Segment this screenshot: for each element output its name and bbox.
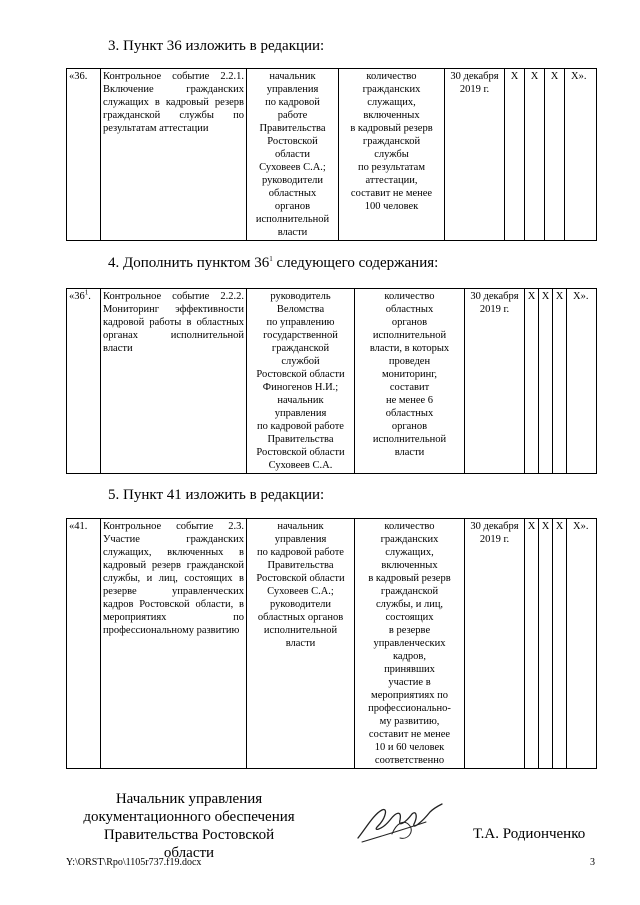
event-name: Контрольное событие 2.3. Участие гражданских служащих, включенных в кадровый резерв гражданской службы, и лиц, состоящих в резерве управленческих кадров Ростовской области, в мероприятиях по профессиональному развитию [101, 519, 247, 769]
heading-superscript: 1 [269, 255, 273, 263]
mark-cell-last: Х». [565, 69, 597, 241]
cell-line: областных [385, 408, 434, 419]
cell-line: Правительства [259, 123, 326, 134]
result-cell [355, 289, 465, 474]
mark-cell-last: Х». [567, 519, 597, 769]
cell-line: проведен [388, 356, 431, 367]
cell-line: составит не менее [350, 188, 433, 199]
cell-line: аттестации, [365, 175, 418, 186]
signatory-title-line: Правительства Ростовской области [103, 827, 275, 861]
executor-cell [247, 519, 355, 769]
cell-line: исполнительной [372, 330, 447, 341]
cell-line: руководители [269, 599, 332, 610]
cell-line: работе [277, 110, 308, 121]
file-path: Y:\ORST\Rpo\1105r737.f19.docx [66, 857, 202, 868]
cell-line: 2019 г. [479, 304, 510, 315]
cell-line: Суховеев С.А.; [267, 586, 334, 597]
cell-line: по управлению [266, 317, 335, 328]
mark-cell: Х [539, 289, 553, 474]
cell-line: количество [384, 521, 435, 532]
cell-line: соответственно [374, 755, 445, 766]
cell-line: управления [274, 534, 327, 545]
cell-line: исполнительной [255, 214, 330, 225]
page-number: 3 [590, 857, 595, 868]
deadline-cell [445, 69, 505, 241]
cell-line: 2019 г. [459, 84, 490, 95]
cell-line: начальник [277, 395, 324, 406]
row-number: «41. [67, 519, 101, 769]
result-cell [355, 519, 465, 769]
cell-line: в кадровый резерв [350, 123, 433, 134]
cell-line: 2019 г. [479, 534, 510, 545]
cell-line: области [274, 149, 311, 160]
table-punkt-36-1 [66, 288, 597, 474]
mark-cell: Х [553, 519, 567, 769]
cell-line: гражданской [362, 136, 421, 147]
cell-line: областных органов [257, 612, 344, 623]
cell-line: управленческих [373, 638, 446, 649]
cell-line: Ростовской области [256, 369, 345, 380]
section-heading-1: 3. Пункт 36 изложить в редакции: [108, 38, 325, 54]
cell-line: органов [391, 317, 428, 328]
event-name: Контрольное событие 2.2.2. Мониторинг эффективности кадровой работы в областных органах исполнительной власти [101, 289, 247, 474]
section-heading-3: 5. Пункт 41 изложить в редакции: [108, 487, 325, 503]
cell-line: Ростовской области [256, 573, 345, 584]
cell-line: по кадровой работе [257, 421, 344, 432]
cell-line: службой [281, 356, 320, 367]
cell-line: власти [277, 227, 308, 238]
event-name: Контрольное событие 2.2.1. Включение гражданских служащих в кадровый резерв гражданской службы по результатам аттестации [101, 69, 247, 241]
cell-line: состоящих [385, 612, 434, 623]
cell-line: гражданских [362, 84, 421, 95]
cell-line: составит не менее [368, 729, 451, 740]
cell-line: Ростовской [267, 136, 318, 147]
mark-cell: Х [505, 69, 525, 241]
heading-text: 4. Дополнить пунктом 36 [108, 255, 270, 271]
cell-line: Финогенов Н.И.; [262, 382, 339, 393]
cell-line: власти [285, 638, 316, 649]
cell-line: мероприятиях по [371, 690, 448, 701]
cell-line: исполнительной [372, 434, 447, 445]
cell-line: профессионально- [368, 703, 451, 714]
cell-line: органов [274, 201, 311, 212]
signatory-title [80, 790, 298, 862]
row-number-superscript: 1 [84, 288, 89, 297]
cell-line: по кадровой [265, 97, 320, 108]
cell-line: власти [394, 447, 425, 458]
signatory-title-line: Начальник управления [115, 791, 263, 807]
signatory-name: Т.А. Родионченко [473, 826, 586, 842]
cell-line: органов [391, 421, 428, 432]
cell-line: не менее 6 [385, 395, 434, 406]
mark-cell: Х [525, 69, 545, 241]
table-row [67, 69, 597, 241]
row-number-text: «36 [69, 291, 85, 302]
cell-line: 100 человек [364, 201, 419, 212]
table-punkt-41 [66, 518, 597, 769]
cell-line: 30 декабря [450, 71, 499, 82]
cell-line: кадров, [392, 651, 427, 662]
mark-cell: Х [525, 289, 539, 474]
mark-cell: Х [539, 519, 553, 769]
cell-line: Правительства [267, 560, 334, 571]
cell-line: Веломства [276, 304, 325, 315]
cell-line: службы [374, 149, 409, 160]
mark-cell: Х [525, 519, 539, 769]
table-row [67, 519, 597, 769]
cell-line: служащих, [367, 97, 416, 108]
cell-line: по результатам [357, 162, 425, 173]
cell-line: количество [384, 291, 435, 302]
signatory-title-line: документационного обеспечения [83, 809, 295, 825]
cell-line: в кадровый резерв [368, 573, 451, 584]
cell-line: областных [385, 304, 434, 315]
mark-cell: Х [553, 289, 567, 474]
cell-line: начальник [277, 521, 324, 532]
cell-line: гражданской [380, 586, 439, 597]
cell-line: мониторинг, [381, 369, 438, 380]
cell-line: принявших [384, 664, 435, 675]
executor-cell [247, 69, 339, 241]
cell-line: 30 декабря [470, 521, 519, 532]
cell-line: руководитель [270, 291, 331, 302]
table-row [67, 289, 597, 474]
table-punkt-36 [66, 68, 597, 241]
deadline-cell [465, 289, 525, 474]
cell-line: служащих, [385, 547, 434, 558]
cell-line: 30 декабря [470, 291, 519, 302]
cell-line: службы, и лиц, [375, 599, 444, 610]
cell-line: Ростовской области [256, 447, 345, 458]
row-number: «36. [67, 69, 101, 241]
cell-line: исполнительной [263, 625, 338, 636]
cell-line: Суховеев С.А. [268, 460, 333, 471]
heading-tail: следующего содержания: [272, 255, 439, 271]
section-heading-2 [108, 255, 438, 272]
cell-line: 10 и 60 человек [374, 742, 445, 753]
cell-line: участие в [388, 677, 431, 688]
mark-cell-last: Х». [567, 289, 597, 474]
cell-line: власти, в которых [369, 343, 450, 354]
result-cell [339, 69, 445, 241]
cell-line: Правительства [267, 434, 334, 445]
cell-line: управления [266, 84, 319, 95]
cell-line: областных [268, 188, 317, 199]
cell-line: в резерве [388, 625, 431, 636]
handwritten-signature [352, 800, 447, 848]
cell-line: Суховеев С.А.; [259, 162, 326, 173]
row-number [67, 289, 101, 474]
cell-line: гражданской [271, 343, 330, 354]
row-number-tail: . [88, 291, 91, 302]
cell-line: государственной [263, 330, 338, 341]
cell-line: составит [389, 382, 430, 393]
cell-line: управления [274, 408, 327, 419]
cell-line: количество [366, 71, 417, 82]
mark-cell: Х [545, 69, 565, 241]
executor-cell [247, 289, 355, 474]
cell-line: включенных [381, 560, 438, 571]
cell-line: руководители [261, 175, 324, 186]
deadline-cell [465, 519, 525, 769]
cell-line: по кадровой работе [257, 547, 344, 558]
cell-line: му развитию, [379, 716, 440, 727]
cell-line: включенных [363, 110, 420, 121]
cell-line: начальник [269, 71, 316, 82]
cell-line: гражданских [380, 534, 439, 545]
